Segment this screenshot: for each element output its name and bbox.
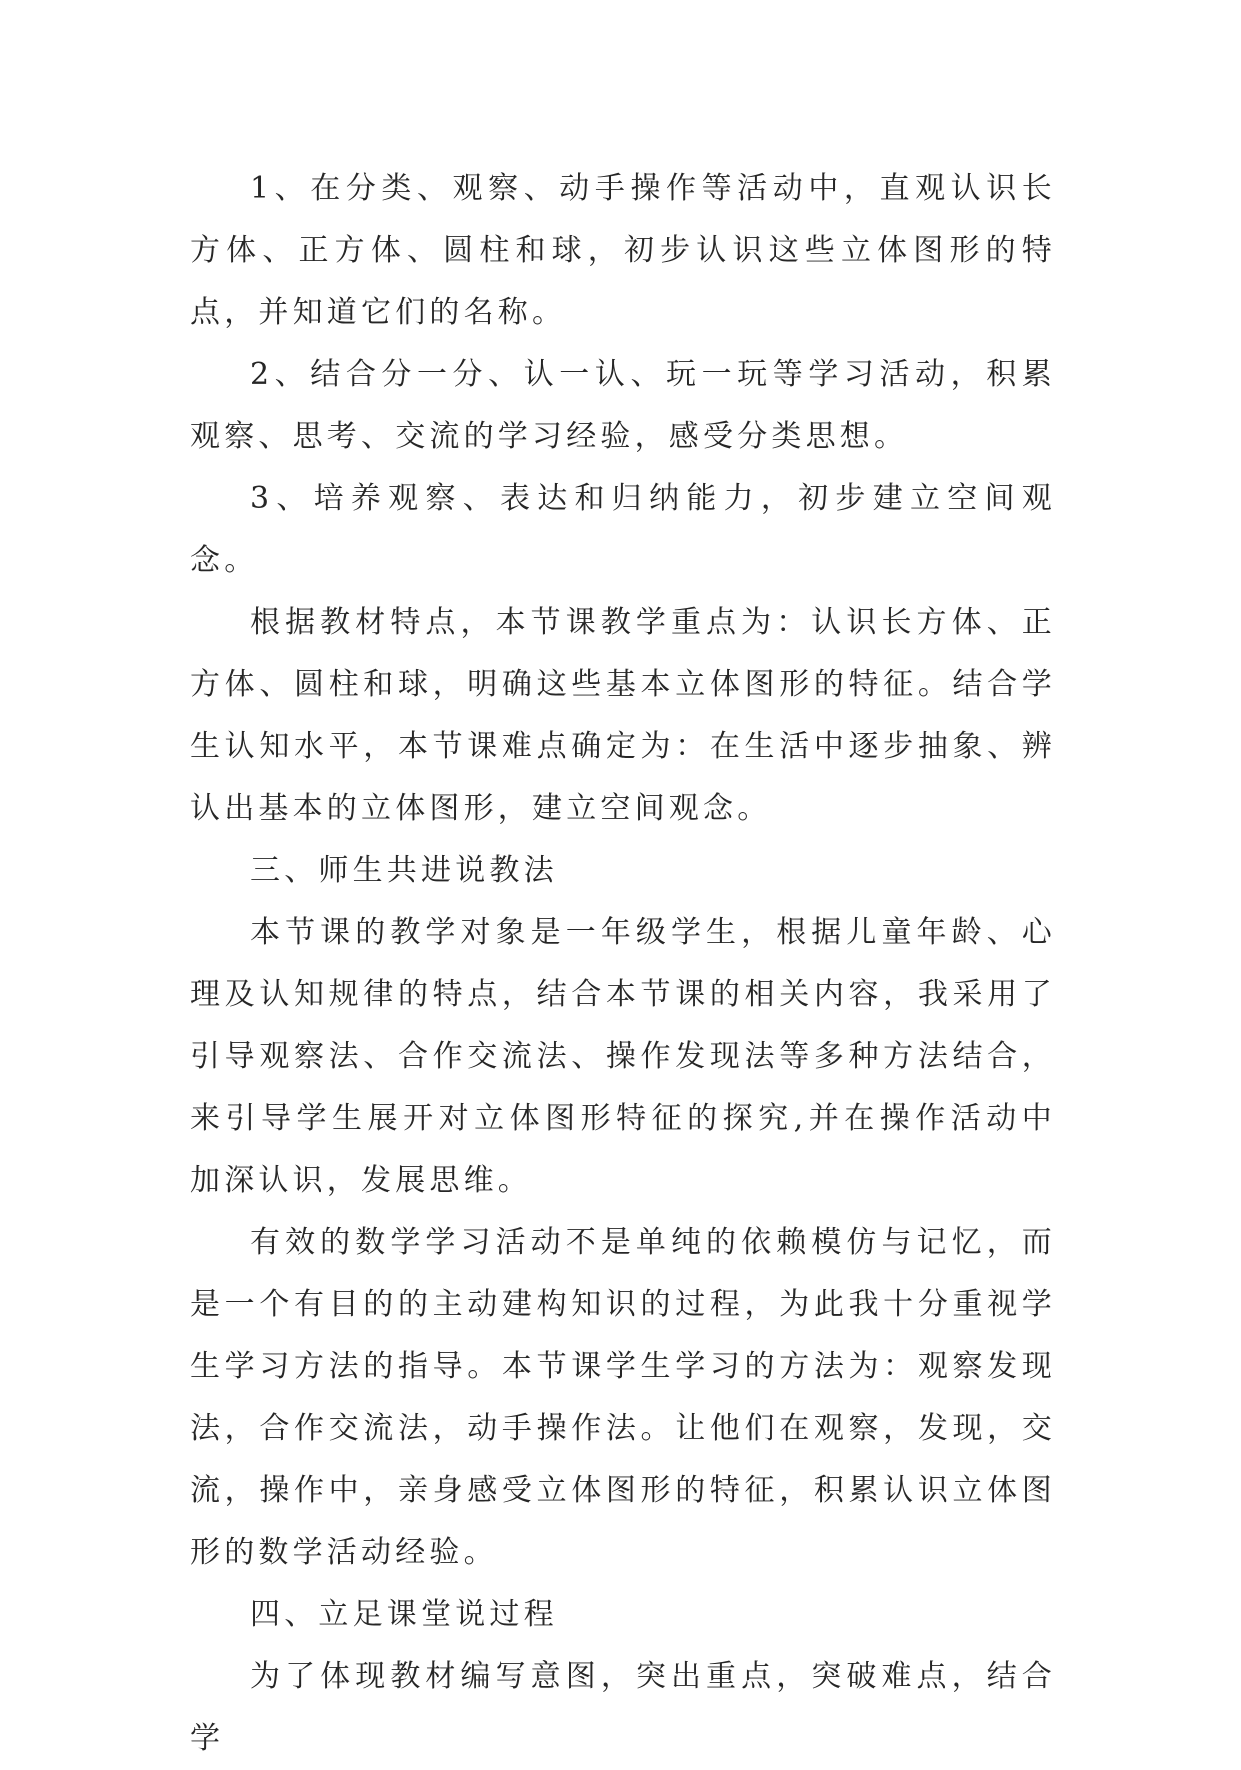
key-points-paragraph: 根据教材特点，本节课教学重点为：认识长方体、正方体、圆柱和球，明确这些基本立体图形的特征。结合学生认知水平，本节课难点确定为：在生活中逐步抽象、辨认出基本的立体图形，建立空间观念。: [190, 605, 1056, 826]
section-heading-teaching-methods: 三、师生共进说教法: [250, 853, 558, 888]
objective-3-paragraph: 3、培养观察、表达和归纳能力，初步建立空间观念。: [190, 481, 1056, 578]
process-paragraph: 为了体现教材编写意图，突出重点，突破难点，结合学: [190, 1659, 1056, 1756]
objective-2-paragraph: 2、结合分一分、认一认、玩一玩等学习活动，积累观察、思考、交流的学习经验，感受分类思想。: [190, 357, 1056, 454]
document-body: [190, 158, 1056, 1770]
learning-methods-paragraph: 有效的数学学习活动不是单纯的依赖模仿与记忆，而是一个有目的的主动建构知识的过程，为此我十分重视学生学习方法的指导。本节课学生学习的方法为：观察发现法，合作交流法，动手操作法。让他们在观察，发现，交流，操作中，亲身感受立体图形的特征，积累认识立体图形的数学活动经验。: [190, 1225, 1056, 1570]
objective-1-paragraph: 1、在分类、观察、动手操作等活动中，直观认识长方体、正方体、圆柱和球，初步认识这些立体图形的特点，并知道它们的名称。: [190, 171, 1056, 330]
section-heading-process: 四、立足课堂说过程: [250, 1597, 558, 1632]
teaching-methods-paragraph: 本节课的教学对象是一年级学生，根据儿童年龄、心理及认知规律的特点，结合本节课的相关内容，我采用了引导观察法、合作交流法、操作发现法等多种方法结合，来引导学生展开对立体图形特征的探究,并在操作活动中加深认识，发展思维。: [190, 915, 1056, 1198]
